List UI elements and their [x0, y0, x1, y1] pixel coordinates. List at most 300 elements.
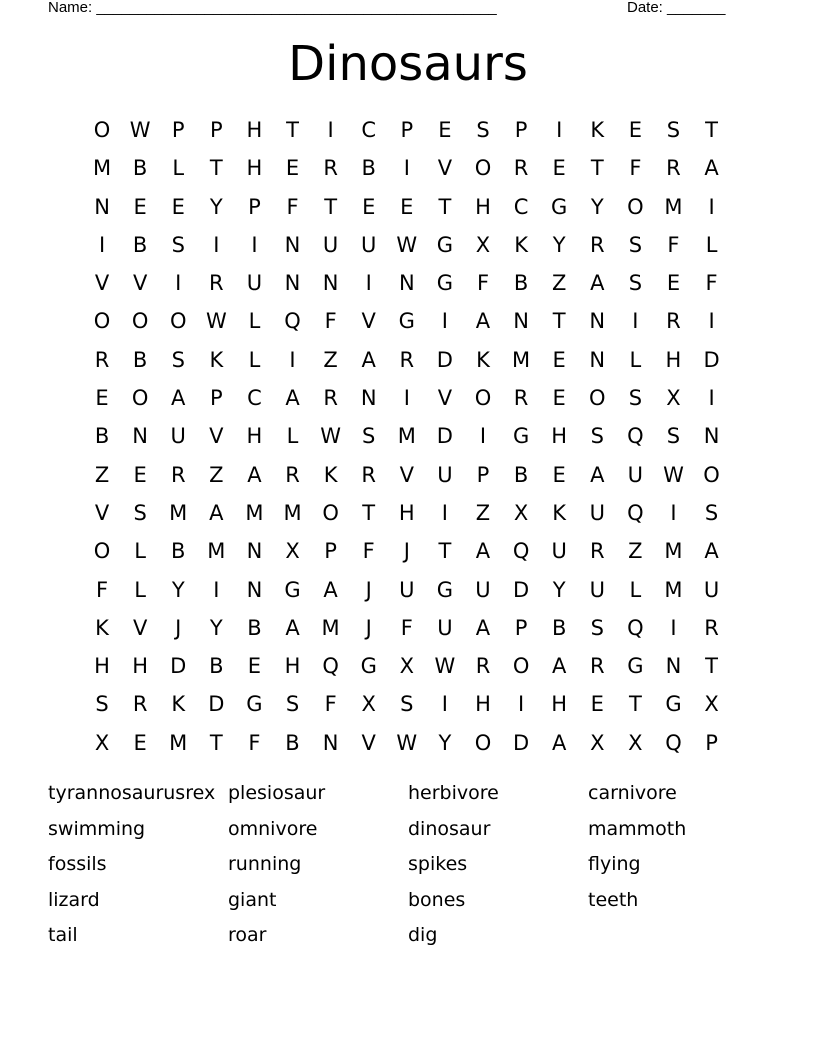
grid-cell: R — [209, 271, 224, 296]
word-list-item: plesiosaur — [228, 782, 326, 804]
grid-cell: T — [362, 500, 376, 525]
word-list-item: dinosaur — [408, 817, 491, 840]
grid-cell: B — [513, 271, 529, 296]
grid-cell: R — [589, 539, 605, 564]
word-list-item: giant — [228, 888, 277, 911]
grid-cell: M — [169, 500, 188, 525]
word-list-item: mammoth — [588, 817, 687, 840]
grid-cell: U — [475, 577, 491, 602]
grid-cell: R — [361, 462, 376, 487]
grid-cell: V — [361, 309, 376, 334]
grid-cell: W — [320, 424, 341, 449]
grid-cell: X — [399, 654, 414, 679]
grid-cell: F — [324, 692, 337, 717]
grid-cell: Z — [551, 271, 567, 296]
grid-cell: I — [251, 232, 258, 257]
grid-cell: N — [322, 271, 339, 296]
grid-cell: K — [552, 500, 567, 525]
grid-cell: X — [361, 692, 376, 717]
grid-cell: F — [400, 615, 413, 640]
grid-cell: X — [94, 730, 110, 755]
word-list-item: herbivore — [408, 782, 499, 804]
grid-cell: S — [133, 500, 147, 525]
grid-cell: G — [627, 654, 644, 679]
grid-cell: R — [94, 347, 110, 372]
grid-cell: O — [589, 386, 606, 411]
grid-cell: S — [590, 424, 604, 449]
grid-cell: B — [551, 615, 567, 640]
grid-cell: L — [705, 232, 718, 257]
grid-cell: A — [551, 654, 567, 679]
grid-cell: F — [362, 539, 375, 564]
grid-cell: T — [324, 194, 338, 219]
grid-cell: I — [556, 118, 563, 142]
grid-cell: S — [476, 118, 490, 142]
grid-cell: P — [705, 730, 718, 755]
grid-cell: R — [589, 654, 605, 679]
grid-cell: I — [98, 232, 106, 257]
grid-cell: E — [285, 156, 300, 181]
date-label: Date: _______ — [627, 0, 726, 16]
grid-cell: Q — [512, 539, 530, 564]
grid-cell: O — [131, 309, 149, 334]
grid-cell: Y — [438, 730, 452, 755]
name-label: Name: ________________________________________________ — [48, 0, 497, 16]
grid-cell: R — [513, 156, 529, 181]
grid-cell: F — [667, 232, 680, 257]
grid-cell: H — [551, 692, 568, 717]
grid-cell: R — [323, 156, 338, 181]
grid-cell: X — [285, 539, 300, 564]
grid-cell: V — [209, 424, 224, 449]
grid-cell: S — [362, 424, 376, 449]
page-title: Dinosaurs — [288, 36, 528, 92]
grid-cell: M — [664, 577, 683, 602]
grid-cell: W — [663, 462, 684, 487]
grid-cell: A — [209, 500, 224, 525]
grid-cell: H — [551, 424, 568, 449]
grid-cell: O — [93, 309, 111, 334]
word-list-item: bones — [408, 888, 466, 911]
grid-cell: O — [131, 386, 149, 411]
grid-cell: M — [397, 424, 416, 449]
word-list-item: flying — [588, 853, 641, 875]
grid-cell: L — [172, 156, 185, 181]
grid-cell: L — [134, 539, 146, 564]
grid-cell: P — [476, 462, 490, 487]
grid-cell: U — [437, 615, 453, 640]
grid-cell: N — [284, 232, 301, 257]
grid-cell: O — [169, 309, 187, 334]
grid-cell: C — [361, 118, 377, 142]
grid-cell: N — [94, 194, 110, 219]
grid-cell: G — [360, 654, 377, 679]
grid-cell: A — [171, 386, 186, 411]
grid-cell: R — [170, 462, 186, 487]
grid-cell: B — [247, 615, 262, 640]
grid-cell: S — [628, 232, 643, 257]
grid-cell: T — [209, 156, 223, 181]
grid-cell: H — [475, 194, 491, 219]
grid-cell: A — [475, 539, 491, 564]
grid-cell: N — [284, 271, 301, 296]
grid-cell: C — [513, 194, 529, 219]
grid-cell: N — [589, 309, 606, 334]
grid-cell: V — [94, 500, 110, 525]
grid-cell: T — [628, 692, 642, 717]
grid-cell: N — [589, 347, 606, 372]
grid-cell: D — [436, 347, 453, 372]
grid-cell: Y — [552, 577, 566, 602]
grid-cell: E — [552, 347, 566, 372]
grid-cell: M — [512, 347, 531, 372]
grid-cell: Z — [209, 462, 224, 487]
grid-cell: I — [517, 692, 525, 717]
grid-cell: I — [441, 500, 448, 525]
grid-cell: I — [327, 118, 334, 142]
grid-cell: A — [590, 271, 605, 296]
grid-cell: A — [475, 615, 491, 640]
grid-cell: Z — [94, 462, 110, 487]
grid-cell: F — [286, 194, 299, 219]
grid-cell: X — [513, 500, 529, 525]
grid-cell: U — [246, 271, 263, 296]
grid-cell: W — [434, 654, 456, 679]
grid-cell: E — [95, 386, 109, 411]
grid-cell: B — [94, 424, 110, 449]
grid-cell: I — [213, 577, 220, 602]
grid-cell: G — [398, 309, 415, 334]
grid-cell: G — [665, 692, 682, 717]
grid-cell: H — [246, 156, 263, 181]
grid-cell: N — [246, 577, 263, 602]
grid-cell: B — [171, 539, 186, 564]
grid-cell: H — [246, 118, 263, 142]
word-list-item: lizard — [48, 888, 100, 911]
grid-cell: U — [361, 232, 377, 257]
grid-cell: X — [666, 386, 681, 411]
grid-cell: O — [93, 118, 111, 142]
grid-cell: T — [590, 156, 604, 181]
grid-cell: F — [248, 730, 261, 755]
grid-cell: V — [94, 271, 110, 296]
grid-cell: M — [321, 615, 340, 640]
grid-cell: G — [246, 692, 263, 717]
grid-cell: D — [703, 347, 720, 372]
grid-cell: A — [323, 577, 338, 602]
grid-cell: L — [248, 309, 261, 334]
grid-cell: E — [133, 730, 147, 755]
grid-cell: E — [362, 194, 376, 219]
grid-cell: H — [284, 654, 301, 679]
grid-cell: A — [704, 156, 719, 181]
grid-cell: H — [94, 654, 110, 679]
grid-cell: Q — [627, 424, 644, 449]
grid-cell: C — [247, 386, 262, 411]
grid-cell: F — [96, 577, 109, 602]
grid-cell: E — [552, 386, 566, 411]
grid-cell: X — [628, 730, 643, 755]
grid-cell: B — [132, 232, 148, 257]
grid-cell: W — [396, 730, 418, 755]
grid-cell: R — [475, 654, 491, 679]
grid-cell: A — [475, 309, 491, 334]
grid-cell: I — [213, 232, 220, 257]
grid-cell: N — [246, 539, 263, 564]
grid-cell: U — [551, 539, 567, 564]
grid-cell: Q — [322, 654, 339, 679]
grid-cell: V — [132, 271, 148, 296]
grid-cell: I — [441, 692, 448, 717]
grid-cell: L — [248, 347, 261, 372]
grid-cell: U — [399, 577, 415, 602]
grid-cell: A — [590, 462, 605, 487]
grid-cell: O — [474, 730, 492, 755]
grid-cell: R — [666, 156, 681, 181]
grid-cell: O — [474, 386, 492, 411]
grid-cell: S — [666, 424, 681, 449]
grid-cell: U — [589, 500, 605, 525]
grid-cell: Z — [323, 347, 338, 372]
word-list-item: carnivore — [588, 782, 677, 804]
grid-cell: K — [95, 615, 109, 640]
grid-cell: P — [248, 194, 261, 219]
grid-cell: K — [514, 232, 528, 257]
grid-cell: X — [704, 692, 719, 717]
grid-cell: V — [361, 730, 376, 755]
grid-cell: T — [438, 194, 452, 219]
grid-cell: I — [708, 194, 715, 219]
grid-cell: N — [322, 730, 339, 755]
grid-cell: I — [632, 309, 639, 334]
grid-cell: A — [551, 730, 567, 755]
grid-cell: R — [513, 386, 529, 411]
grid-cell: G — [436, 577, 454, 602]
grid-cell: T — [286, 118, 299, 142]
grid-cell: P — [209, 386, 223, 411]
grid-cell: G — [436, 271, 454, 296]
grid-cell: S — [285, 692, 300, 717]
grid-cell: B — [285, 730, 300, 755]
grid-cell: N — [513, 309, 529, 334]
grid-cell: X — [475, 232, 491, 257]
word-list-item: tyrannosaurusrex — [48, 782, 216, 804]
grid-cell: E — [133, 194, 147, 219]
grid-cell: T — [705, 118, 718, 142]
grid-cell: H — [665, 347, 682, 372]
grid-cell: T — [438, 539, 452, 564]
grid-cell: Y — [209, 194, 223, 219]
grid-cell: Q — [627, 500, 644, 525]
grid-cell: W — [205, 309, 227, 334]
grid-cell: A — [285, 386, 300, 411]
grid-cell: O — [474, 156, 492, 181]
grid-cell: U — [589, 577, 605, 602]
word-list-item: omnivore — [228, 817, 318, 840]
grid-cell: E — [247, 654, 262, 679]
grid-cell: O — [322, 500, 339, 525]
grid-cell: E — [628, 118, 642, 142]
word-list-item: swimming — [48, 817, 146, 840]
grid-cell: M — [207, 539, 226, 564]
grid-cell: G — [551, 194, 568, 219]
grid-cell: D — [512, 730, 530, 755]
grid-cell: L — [629, 347, 642, 372]
grid-cell: I — [403, 156, 410, 181]
grid-cell: S — [666, 118, 681, 142]
grid-cell: S — [171, 232, 185, 257]
grid-cell: L — [629, 577, 642, 602]
grid-cell: Q — [665, 730, 682, 755]
grid-cell: S — [171, 347, 185, 372]
grid-cell: J — [403, 539, 410, 564]
grid-cell: E — [400, 194, 414, 219]
word-list-item: teeth — [588, 888, 639, 911]
grid-cell: B — [132, 347, 148, 372]
grid-cell: I — [479, 424, 487, 449]
grid-cell: P — [209, 118, 223, 142]
grid-cell: O — [703, 462, 720, 487]
grid-cell: T — [705, 654, 718, 679]
grid-cell: Q — [627, 615, 644, 640]
grid-cell: N — [132, 424, 148, 449]
grid-cell: Z — [475, 500, 491, 525]
grid-cell: V — [437, 156, 453, 181]
grid-cell: W — [129, 118, 151, 142]
grid-cell: Z — [628, 539, 643, 564]
grid-cell: T — [209, 730, 223, 755]
grid-cell: B — [361, 156, 376, 181]
grid-cell: M — [283, 500, 302, 525]
grid-cell: G — [436, 232, 454, 257]
grid-cell: P — [514, 615, 528, 640]
grid-cell: A — [247, 462, 262, 487]
grid-cell: P — [400, 118, 414, 142]
grid-cell: M — [664, 194, 683, 219]
grid-cell: E — [171, 194, 185, 219]
grid-cell: H — [398, 500, 415, 525]
grid-cell: T — [552, 309, 566, 334]
grid-cell: K — [590, 118, 605, 142]
grid-cell: M — [245, 500, 264, 525]
grid-cell: V — [437, 386, 453, 411]
grid-cell: H — [246, 424, 263, 449]
grid-cell: I — [175, 271, 182, 296]
grid-cell: M — [169, 730, 188, 755]
grid-cell: I — [403, 386, 410, 411]
grid-cell: Y — [552, 232, 566, 257]
grid-cell: S — [628, 386, 643, 411]
grid-cell: R — [704, 615, 719, 640]
grid-cell: I — [365, 271, 372, 296]
grid-cell: M — [664, 539, 683, 564]
grid-cell: Y — [590, 194, 604, 219]
grid-cell: F — [476, 271, 490, 296]
grid-cell: P — [324, 539, 337, 564]
grid-cell: W — [396, 232, 418, 257]
grid-cell: G — [284, 577, 301, 602]
grid-cell: L — [134, 577, 146, 602]
word-list-item: running — [228, 853, 302, 875]
grid-cell: D — [170, 654, 187, 679]
grid-cell: I — [441, 309, 448, 334]
grid-cell: N — [703, 424, 720, 449]
grid-cell: F — [629, 156, 642, 181]
grid-cell: U — [170, 424, 186, 449]
word-list-item: dig — [408, 924, 438, 946]
grid-cell: A — [285, 615, 300, 640]
grid-cell: H — [132, 654, 149, 679]
grid-cell: R — [132, 692, 148, 717]
grid-cell: U — [703, 577, 720, 602]
grid-cell: M — [92, 156, 112, 181]
grid-cell: D — [208, 692, 225, 717]
grid-cell: R — [285, 462, 300, 487]
grid-cell: Y — [171, 577, 185, 602]
grid-cell: D — [436, 424, 453, 449]
grid-cell: H — [475, 692, 491, 717]
word-list-item: tail — [48, 924, 78, 946]
grid-cell: P — [514, 118, 528, 142]
grid-cell: B — [209, 654, 224, 679]
grid-cell: R — [666, 309, 681, 334]
grid-cell: S — [628, 271, 643, 296]
grid-cell: E — [133, 462, 147, 487]
grid-cell: J — [175, 615, 182, 640]
grid-cell: X — [590, 730, 605, 755]
grid-cell: S — [95, 692, 109, 717]
grid-cell: I — [670, 500, 677, 525]
grid-cell: K — [171, 692, 186, 717]
grid-cell: G — [512, 424, 530, 449]
letter-grid — [83, 111, 731, 762]
grid-cell: J — [365, 615, 372, 640]
grid-cell: S — [704, 500, 719, 525]
grid-cell: E — [438, 118, 452, 142]
grid-cell: A — [704, 539, 719, 564]
grid-cell: K — [323, 462, 338, 487]
grid-cell: S — [590, 615, 604, 640]
grid-cell: U — [322, 232, 339, 257]
grid-cell: O — [93, 539, 111, 564]
grid-cell: D — [512, 577, 530, 602]
grid-cell: O — [627, 194, 644, 219]
grid-cell: E — [666, 271, 681, 296]
grid-cell: N — [360, 386, 377, 411]
grid-cell: U — [437, 462, 453, 487]
grid-cell: J — [365, 577, 372, 602]
grid-cell: N — [665, 654, 682, 679]
grid-cell: I — [708, 309, 715, 334]
header — [48, 0, 748, 19]
grid-cell: I — [708, 386, 715, 411]
grid-cell: N — [398, 271, 415, 296]
grid-cell: Y — [209, 615, 223, 640]
grid-cell: O — [512, 654, 530, 679]
grid-cell: B — [132, 156, 148, 181]
grid-cell: K — [209, 347, 224, 372]
grid-cell: I — [670, 615, 677, 640]
grid-cell: R — [589, 232, 605, 257]
grid-cell: V — [132, 615, 148, 640]
word-list-item: fossils — [48, 853, 107, 875]
grid-cell: K — [476, 347, 490, 372]
grid-cell: F — [324, 309, 337, 334]
word-list-item: spikes — [408, 853, 468, 875]
grid-cell: V — [399, 462, 414, 487]
grid-cell: A — [361, 347, 376, 372]
grid-cell: R — [399, 347, 415, 372]
